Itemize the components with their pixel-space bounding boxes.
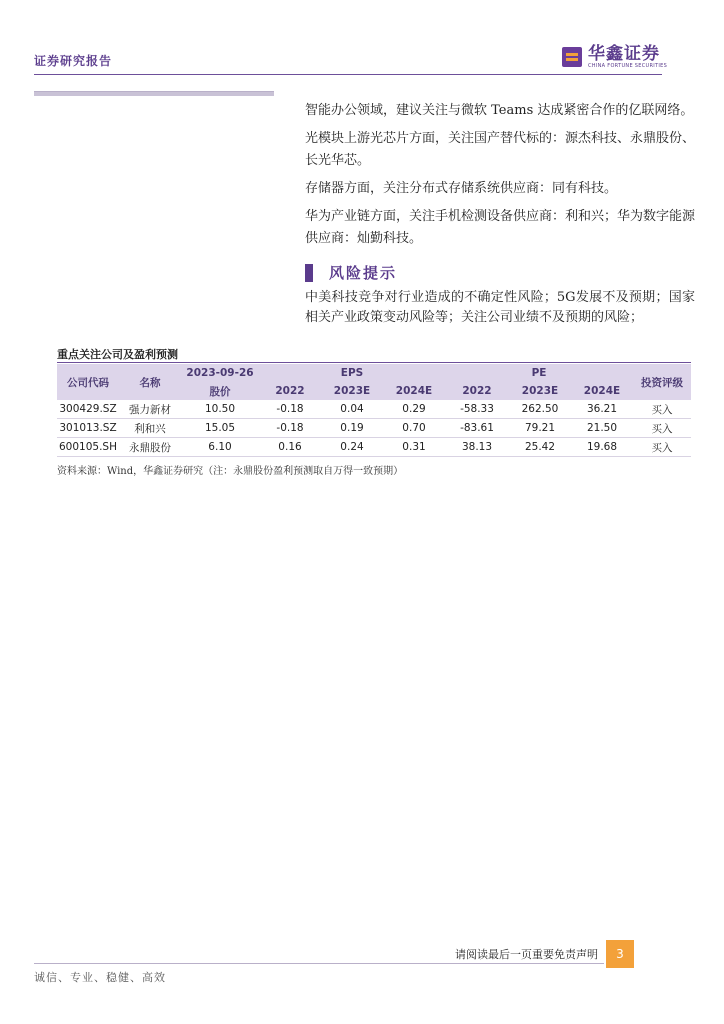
header-divider [34,74,662,75]
table-row [57,438,691,457]
header-year: 2022 [445,382,509,400]
cell-eps: -0.18 [259,419,321,438]
risk-text: 中美科技竞争对行业造成的不确定性风险；5G发展不及预期；国家相关产业政策变动风险等；关注公司业绩不及预期的风险； [305,290,695,325]
paragraph: 华为产业链方面，关注手机检测设备供应商：利和兴；华为数字能源供应商：灿勤科技。 [305,209,696,246]
cell-eps: 0.19 [321,419,383,438]
header-price: 股价 [181,382,259,400]
cell-eps: 0.24 [321,438,383,457]
header-year: 2024E [383,382,445,400]
logo-subtitle: CHINA FORTUNE SECURITIES [588,63,668,69]
header-year: 2023E [509,382,571,400]
cell-code: 300429.SZ [57,400,119,419]
cell-code: 600105.SH [57,438,119,457]
body-text [305,100,695,256]
cell-rating: 买入 [633,400,691,419]
cell-pe: 25.42 [509,438,571,457]
table-row [57,400,691,419]
page-number: 3 [606,940,634,968]
table-top-rule [57,362,691,363]
section-bar-icon [305,264,313,282]
header-code: 公司代码 [57,364,119,400]
header-year: 2023E [321,382,383,400]
cell-code: 301013.SZ [57,419,119,438]
cell-eps: 0.04 [321,400,383,419]
cell-pe: 21.50 [571,419,633,438]
cell-price: 6.10 [181,438,259,457]
risk-title: 风险提示 [329,264,398,282]
paragraph: 存储器方面，关注分布式存储系统供应商：同有科技。 [305,181,618,196]
disclaimer-note: 请阅读最后一页重要免责声明 [455,948,598,961]
cell-pe: 79.21 [509,419,571,438]
header-year: 2024E [571,382,633,400]
cell-eps: -0.18 [259,400,321,419]
cell-price: 15.05 [181,419,259,438]
company-motto: 诚信、专业、稳健、高效 [34,971,166,984]
cell-pe: 19.68 [571,438,633,457]
left-column-band [34,91,274,96]
cell-eps: 0.31 [383,438,445,457]
header-name: 名称 [119,364,181,400]
footer-divider [34,963,604,964]
table-title: 重点关注公司及盈利预测 [57,348,178,361]
forecast-table [57,364,691,457]
cell-price: 10.50 [181,400,259,419]
table-source-note: 资料来源：Wind，华鑫证券研究（注：永鼎股份盈利预测取自万得一致预期） [57,466,404,477]
company-logo [562,45,667,69]
header-date: 2023-09-26 [181,364,259,382]
header-rating: 投资评级 [633,364,691,400]
cell-eps: 0.16 [259,438,321,457]
table-row [57,419,691,438]
logo-mark-icon [562,47,582,67]
cell-rating: 买入 [633,419,691,438]
cell-eps: 0.29 [383,400,445,419]
paragraph: 智能办公领域，建议关注与微软 Teams 达成紧密合作的亿联网络。 [305,103,694,118]
report-type-label: 证券研究报告 [34,54,113,68]
header-eps: EPS [259,364,445,382]
logo-name: 华鑫证券 [588,44,660,64]
cell-name: 强力新材 [119,400,181,419]
header-year: 2022 [259,382,321,400]
cell-rating: 买入 [633,438,691,457]
risk-section-heading [305,262,397,283]
cell-name: 永鼎股份 [119,438,181,457]
header-pe: PE [445,364,633,382]
cell-eps: 0.70 [383,419,445,438]
cell-pe: -58.33 [445,400,509,419]
cell-name: 利和兴 [119,419,181,438]
cell-pe: 262.50 [509,400,571,419]
cell-pe: -83.61 [445,419,509,438]
paragraph: 光模块上游光芯片方面，关注国产替代标的：源杰科技、永鼎股份、长光华芯。 [305,131,696,168]
cell-pe: 36.21 [571,400,633,419]
cell-pe: 38.13 [445,438,509,457]
